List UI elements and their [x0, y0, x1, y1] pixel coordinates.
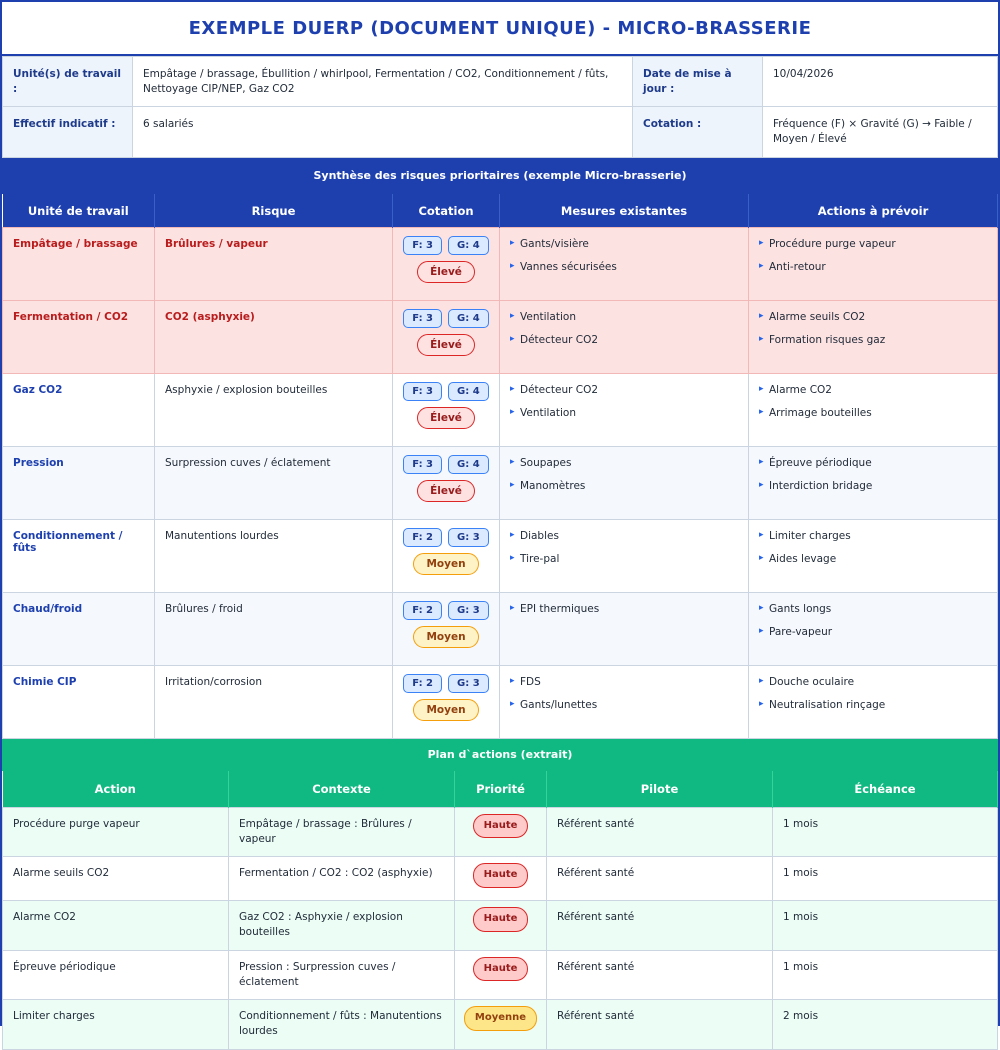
frequency-chip: F: 2: [403, 601, 442, 620]
action-pilot: Référent santé: [547, 807, 773, 856]
action-item: ▸ Alarme CO2: [759, 384, 987, 398]
action-item: ▸ Arrimage bouteilles: [759, 407, 987, 421]
risk-name: Surpression cuves / éclatement: [155, 447, 393, 520]
action-name: Limiter charges: [3, 1000, 229, 1049]
risk-measures: [500, 374, 749, 447]
action-header-row: [3, 771, 998, 807]
risk-measures: [500, 666, 749, 739]
document-title: EXEMPLE DUERP (DOCUMENT UNIQUE) - MICRO-BRASSERIE: [2, 2, 998, 56]
risk-header-measures: Mesures existantes: [500, 194, 749, 228]
risk-actions: [749, 447, 998, 520]
action-header-pilot: Pilote: [547, 771, 773, 807]
action-header-action: Action: [3, 771, 229, 807]
gravity-chip: G: 4: [448, 309, 489, 328]
cotation-label: Cotation :: [633, 107, 763, 157]
action-context: Pression : Surpression cuves / éclatement: [229, 950, 455, 999]
risk-cotation: [393, 301, 500, 374]
action-deadline: 1 mois: [773, 857, 998, 901]
risk-name: Brûlures / vapeur: [155, 228, 393, 301]
risk-unit: Fermentation / CO2: [3, 301, 155, 374]
gravity-chip: G: 3: [448, 528, 489, 547]
info-table: [2, 56, 998, 158]
priority-badge: Haute: [473, 863, 529, 888]
action-deadline: 1 mois: [773, 950, 998, 999]
risk-actions: [749, 666, 998, 739]
risk-row: [3, 374, 998, 447]
effectif-label: Effectif indicatif :: [3, 107, 133, 157]
risk-cotation: [393, 447, 500, 520]
action-item: ▸ Pare-vapeur: [759, 626, 987, 640]
action-priority: [455, 950, 547, 999]
action-deadline: 1 mois: [773, 901, 998, 950]
unit-value: Empâtage / brassage, Ébullition / whirlpool, Fermentation / CO2, Conditionnement / fûts, Nettoyage CIP/NEP, Gaz CO2: [133, 57, 633, 107]
action-item: ▸ Gants longs: [759, 603, 987, 617]
priority-badge: Haute: [473, 907, 529, 932]
risk-level-badge: Moyen: [413, 626, 478, 648]
risk-name: Asphyxie / explosion bouteilles: [155, 374, 393, 447]
gravity-chip: G: 4: [448, 455, 489, 474]
action-header-priority: Priorité: [455, 771, 547, 807]
action-pilot: Référent santé: [547, 901, 773, 950]
action-table-body: [3, 807, 998, 1049]
risk-row: [3, 520, 998, 593]
action-pilot: Référent santé: [547, 857, 773, 901]
effectif-value: 6 salariés: [133, 107, 633, 157]
measure-item: ▸ Ventilation: [510, 311, 738, 325]
risk-actions: [749, 228, 998, 301]
action-item: ▸ Interdiction bridage: [759, 480, 987, 494]
actions-section-title: Plan d`actions (extrait): [2, 739, 998, 771]
risk-actions: [749, 520, 998, 593]
risk-level-badge: Élevé: [417, 480, 475, 502]
measure-item: ▸ Gants/lunettes: [510, 699, 738, 713]
risk-row: [3, 228, 998, 301]
risk-row: [3, 301, 998, 374]
risk-header-unit: Unité de travail: [3, 194, 155, 228]
frequency-chip: F: 3: [403, 236, 442, 255]
priority-badge: Haute: [473, 814, 529, 839]
risk-level-badge: Moyen: [413, 699, 478, 721]
risk-measures: [500, 228, 749, 301]
action-row: [3, 857, 998, 901]
frequency-chip: F: 3: [403, 455, 442, 474]
risk-row: [3, 593, 998, 666]
action-priority: [455, 857, 547, 901]
action-item: ▸ Alarme seuils CO2: [759, 311, 987, 325]
risk-actions: [749, 593, 998, 666]
risk-unit: Gaz CO2: [3, 374, 155, 447]
risk-name: Manutentions lourdes: [155, 520, 393, 593]
risk-actions: [749, 374, 998, 447]
measure-item: ▸ Soupapes: [510, 457, 738, 471]
risk-header-cotation: Cotation: [393, 194, 500, 228]
action-priority: [455, 807, 547, 856]
priority-badge: Haute: [473, 957, 529, 982]
action-name: Procédure purge vapeur: [3, 807, 229, 856]
gravity-chip: G: 4: [448, 382, 489, 401]
action-item: ▸ Épreuve périodique: [759, 457, 987, 471]
action-name: Alarme seuils CO2: [3, 857, 229, 901]
action-deadline: 2 mois: [773, 1000, 998, 1049]
action-table: [2, 771, 998, 1049]
frequency-chip: F: 3: [403, 382, 442, 401]
risk-cotation: [393, 228, 500, 301]
unit-label: Unité(s) de travail :: [3, 57, 133, 107]
frequency-chip: F: 3: [403, 309, 442, 328]
action-name: Épreuve périodique: [3, 950, 229, 999]
action-item: ▸ Neutralisation rinçage: [759, 699, 987, 713]
risk-header-risk: Risque: [155, 194, 393, 228]
risk-measures: [500, 593, 749, 666]
action-context: Fermentation / CO2 : CO2 (asphyxie): [229, 857, 455, 901]
risks-section-title: Synthèse des risques prioritaires (exemple Micro-brasserie): [2, 158, 998, 194]
risk-measures: [500, 520, 749, 593]
gravity-chip: G: 3: [448, 674, 489, 693]
action-context: Empâtage / brassage : Brûlures / vapeur: [229, 807, 455, 856]
action-pilot: Référent santé: [547, 950, 773, 999]
action-row: [3, 807, 998, 856]
action-priority: [455, 901, 547, 950]
action-row: [3, 1000, 998, 1049]
date-label: Date de mise à jour :: [633, 57, 763, 107]
measure-item: ▸ Manomètres: [510, 480, 738, 494]
action-item: ▸ Aides levage: [759, 553, 987, 567]
measure-item: ▸ FDS: [510, 676, 738, 690]
gravity-chip: G: 3: [448, 601, 489, 620]
priority-badge: Moyenne: [464, 1006, 537, 1031]
risk-level-badge: Élevé: [417, 407, 475, 429]
measure-item: ▸ Diables: [510, 530, 738, 544]
frequency-chip: F: 2: [403, 674, 442, 693]
date-value: 10/04/2026: [763, 57, 998, 107]
gravity-chip: G: 4: [448, 236, 489, 255]
action-pilot: Référent santé: [547, 1000, 773, 1049]
risk-level-badge: Moyen: [413, 553, 478, 575]
action-row: [3, 901, 998, 950]
risk-cotation: [393, 374, 500, 447]
risk-cotation: [393, 520, 500, 593]
action-item: ▸ Formation risques gaz: [759, 334, 987, 348]
measure-item: ▸ Détecteur CO2: [510, 384, 738, 398]
risk-measures: [500, 301, 749, 374]
risk-cotation: [393, 593, 500, 666]
action-item: ▸ Anti-retour: [759, 261, 987, 275]
risk-row: [3, 447, 998, 520]
action-item: ▸ Procédure purge vapeur: [759, 238, 987, 252]
measure-item: ▸ Détecteur CO2: [510, 334, 738, 348]
action-priority: [455, 1000, 547, 1049]
action-name: Alarme CO2: [3, 901, 229, 950]
risk-level-badge: Élevé: [417, 261, 475, 283]
risk-unit: Empâtage / brassage: [3, 228, 155, 301]
measure-item: ▸ Tire-pal: [510, 553, 738, 567]
risk-unit: Chaud/froid: [3, 593, 155, 666]
risk-level-badge: Élevé: [417, 334, 475, 356]
risk-unit: Pression: [3, 447, 155, 520]
action-header-deadline: Échéance: [773, 771, 998, 807]
risk-row: [3, 666, 998, 739]
risk-name: Irritation/corrosion: [155, 666, 393, 739]
action-context: Gaz CO2 : Asphyxie / explosion bouteilles: [229, 901, 455, 950]
action-context: Conditionnement / fûts : Manutentions lourdes: [229, 1000, 455, 1049]
action-header-context: Contexte: [229, 771, 455, 807]
frequency-chip: F: 2: [403, 528, 442, 547]
action-item: ▸ Limiter charges: [759, 530, 987, 544]
risk-header-row: [3, 194, 998, 228]
cotation-value: Fréquence (F) × Gravité (G) → Faible / Moyen / Élevé: [763, 107, 998, 157]
risk-header-actions: Actions à prévoir: [749, 194, 998, 228]
action-row: [3, 950, 998, 999]
risk-name: Brûlures / froid: [155, 593, 393, 666]
action-deadline: 1 mois: [773, 807, 998, 856]
risk-cotation: [393, 666, 500, 739]
risk-unit: Chimie CIP: [3, 666, 155, 739]
risk-actions: [749, 301, 998, 374]
measure-item: ▸ Ventilation: [510, 407, 738, 421]
risk-unit: Conditionnement / fûts: [3, 520, 155, 593]
measure-item: ▸ Gants/visière: [510, 238, 738, 252]
risk-name: CO2 (asphyxie): [155, 301, 393, 374]
measure-item: ▸ Vannes sécurisées: [510, 261, 738, 275]
risk-table: [2, 194, 998, 740]
risk-measures: [500, 447, 749, 520]
action-item: ▸ Douche oculaire: [759, 676, 987, 690]
risk-table-body: [3, 228, 998, 739]
measure-item: ▸ EPI thermiques: [510, 603, 738, 617]
